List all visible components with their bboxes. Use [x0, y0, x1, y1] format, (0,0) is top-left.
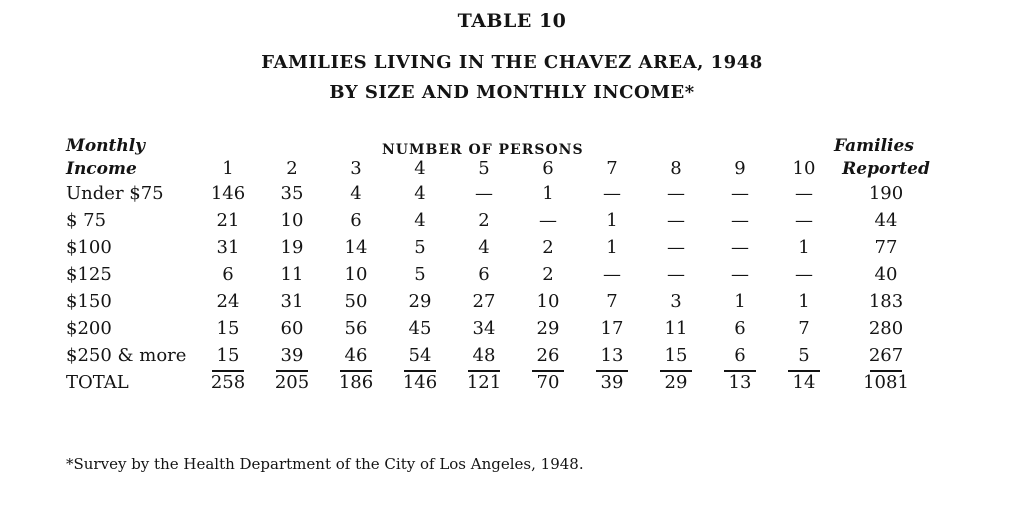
income-header-line2: Income: [66, 159, 137, 179]
table-cell: 4: [414, 183, 426, 204]
table-row: [66, 342, 936, 369]
income-label: $ 75: [66, 210, 107, 231]
grand-total-cell: 1081: [863, 372, 909, 393]
table-cell: 26: [516, 342, 580, 369]
families-header-line1: Families: [834, 136, 914, 156]
table-cell: 4: [414, 210, 426, 231]
income-size-table: [66, 158, 936, 396]
col-persons-6: 6: [542, 158, 554, 179]
table-cell: 2: [542, 237, 554, 258]
income-label: $100: [66, 237, 112, 258]
families-total-cell: 183: [868, 291, 904, 312]
table-cell: —: [475, 183, 493, 204]
table-cell: 15: [216, 318, 240, 339]
table-row: [66, 315, 936, 342]
table-cell: —: [795, 183, 813, 204]
table-cell: 1: [606, 237, 618, 258]
table-cell: 27: [472, 291, 496, 312]
table-cell: 46: [324, 342, 388, 369]
col-persons-5: 5: [478, 158, 490, 179]
table-cell: —: [667, 264, 685, 285]
table-cell: 35: [280, 183, 304, 204]
table-cell: 21: [216, 210, 240, 231]
families-total-cell: 44: [874, 210, 898, 231]
table-row: [66, 261, 936, 288]
col-persons-8: 8: [670, 158, 682, 179]
table-cell: 1: [734, 291, 746, 312]
table-cell: 34: [472, 318, 496, 339]
table-cell: 2: [542, 264, 554, 285]
table-cell: 6: [478, 264, 490, 285]
total-row: [66, 369, 936, 396]
table-cell: 146: [210, 183, 246, 204]
table-cell: 11: [280, 264, 304, 285]
table-cell: 39: [260, 342, 324, 369]
table-row: [66, 207, 936, 234]
col-persons-1: 1: [222, 158, 234, 179]
table-cell: 29: [408, 291, 432, 312]
table-cell: —: [667, 183, 685, 204]
table-cell: 15: [644, 342, 708, 369]
table-cell: —: [795, 210, 813, 231]
table-cell: 29: [536, 318, 560, 339]
table-cell: —: [667, 210, 685, 231]
total-label: TOTAL: [66, 372, 129, 393]
table-cell: 13: [728, 372, 752, 393]
table-cell: —: [603, 183, 621, 204]
table-cell: —: [603, 264, 621, 285]
income-label: $250 & more: [66, 345, 187, 366]
income-label: $150: [66, 291, 112, 312]
table-cell: 6: [708, 342, 772, 369]
families-total-cell: 40: [874, 264, 898, 285]
table-cell: 10: [344, 264, 368, 285]
table-cell: 56: [344, 318, 368, 339]
income-label: Under $75: [66, 183, 164, 204]
col-persons-10: 10: [792, 158, 816, 179]
table-cell: 6: [222, 264, 234, 285]
families-total-cell: 190: [868, 183, 904, 204]
col-persons-2: 2: [286, 158, 298, 179]
table-cell: —: [539, 210, 557, 231]
table-cell: 5: [772, 342, 836, 369]
income-header-line1: Monthly: [66, 136, 146, 156]
table-cell: 15: [196, 342, 260, 369]
table-title-line1: FAMILIES LIVING IN THE CHAVEZ AREA, 1948: [261, 52, 763, 73]
table-cell: 60: [280, 318, 304, 339]
table-cell: 13: [580, 342, 644, 369]
table-cell: 70: [536, 372, 560, 393]
table-cell: —: [731, 264, 749, 285]
table-title-line2: BY SIZE AND MONTHLY INCOME*: [329, 82, 695, 103]
table-cell: 205: [274, 372, 310, 393]
col-persons-3: 3: [350, 158, 362, 179]
table-cell: 11: [664, 318, 688, 339]
table-label: TABLE 10: [457, 10, 567, 32]
table-cell: 146: [402, 372, 438, 393]
table-cell: 39: [600, 372, 624, 393]
table-cell: 4: [478, 237, 490, 258]
income-label: $200: [66, 318, 112, 339]
table-row: [66, 288, 936, 315]
table-cell: 17: [600, 318, 624, 339]
col-persons-4: 4: [414, 158, 426, 179]
table-cell: —: [795, 264, 813, 285]
table-cell: 14: [344, 237, 368, 258]
table-cell: 121: [466, 372, 502, 393]
table-cell: 258: [210, 372, 246, 393]
table-cell: 31: [280, 291, 304, 312]
table-cell: 31: [216, 237, 240, 258]
table-cell: 1: [798, 237, 810, 258]
column-header-row: [66, 158, 936, 180]
table-cell: 1: [606, 210, 618, 231]
table-body: [66, 180, 936, 396]
table-cell: 5: [414, 237, 426, 258]
table-cell: 45: [408, 318, 432, 339]
income-label: $125: [66, 264, 112, 285]
table-cell: 5: [414, 264, 426, 285]
number-of-persons-header: NUMBER OF PERSONS: [382, 142, 584, 158]
table-cell: 50: [344, 291, 368, 312]
table-cell: 24: [216, 291, 240, 312]
table-cell: 6: [350, 210, 362, 231]
col-persons-9: 9: [734, 158, 746, 179]
families-total-cell: 280: [868, 318, 904, 339]
table-cell: 10: [536, 291, 560, 312]
table-cell: 186: [338, 372, 374, 393]
families-total-cell: 77: [874, 237, 898, 258]
table-cell: 54: [388, 342, 452, 369]
table-cell: 29: [664, 372, 688, 393]
table-cell: 19: [280, 237, 304, 258]
table-cell: 6: [734, 318, 746, 339]
table-cell: —: [731, 237, 749, 258]
footnote: *Survey by the Health Department of the City of Los Angeles, 1948.: [66, 455, 584, 473]
table-cell: 3: [670, 291, 682, 312]
table-cell: 2: [478, 210, 490, 231]
families-total-cell: 267: [836, 342, 936, 369]
col-persons-7: 7: [606, 158, 618, 179]
table-cell: 4: [350, 183, 362, 204]
families-header-line2: Reported: [842, 159, 930, 179]
table-cell: 1: [798, 291, 810, 312]
table-cell: 10: [280, 210, 304, 231]
table-row: [66, 234, 936, 261]
table-cell: 1: [542, 183, 554, 204]
table-row: [66, 180, 936, 207]
table-cell: —: [731, 210, 749, 231]
table-cell: 14: [792, 372, 816, 393]
table-cell: —: [731, 183, 749, 204]
table-cell: 7: [798, 318, 810, 339]
table-cell: 7: [606, 291, 618, 312]
table-cell: —: [667, 237, 685, 258]
table-cell: 48: [452, 342, 516, 369]
